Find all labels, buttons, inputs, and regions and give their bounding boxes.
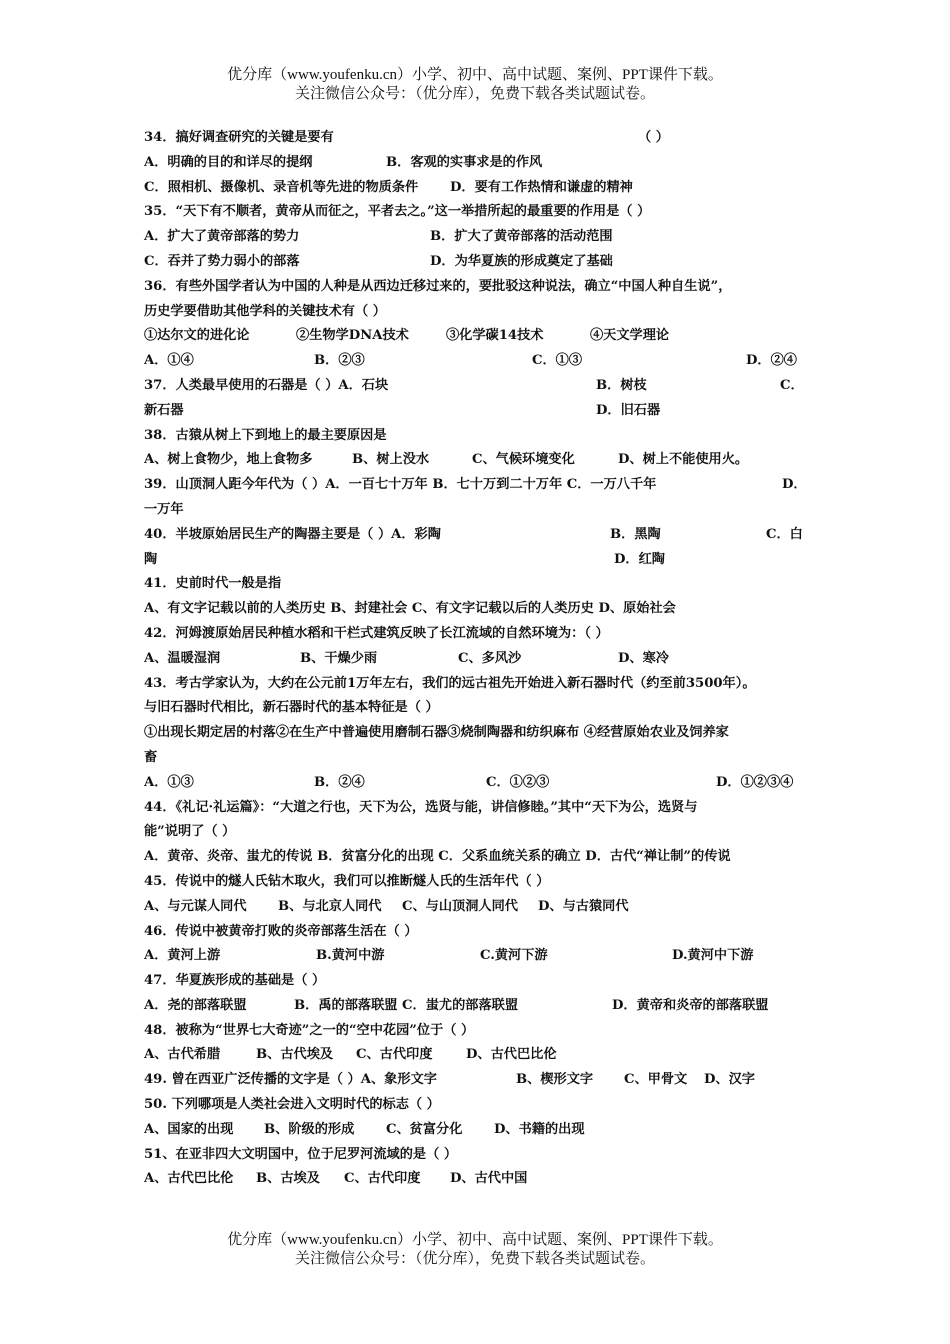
line-text: B、干燥少雨 <box>300 650 378 666</box>
line-text: C、甲骨文 <box>624 1072 688 1088</box>
line-text: ①出现长期定居的村落②在生产中普遍使用磨制石器③烧制陶器和纺织麻布 ④经营原始农业及饲养家 <box>144 725 729 741</box>
line-text: C、多风沙 <box>458 650 522 666</box>
line-text: B、古代埃及 <box>256 1047 334 1063</box>
question-line <box>144 374 809 399</box>
line-text: C、古代印度 <box>344 1171 421 1187</box>
line-text: A、与元谋人同代 <box>144 898 247 914</box>
line-text: 35．“天下有不顺者，黄帝从而征之，平者去之。”这一举措所起的最重要的作用是（ ） <box>144 204 651 220</box>
question-line <box>144 275 809 300</box>
question-line <box>144 1118 809 1143</box>
question-line <box>144 796 809 821</box>
line-text: D、书籍的出现 <box>494 1121 585 1137</box>
question-line <box>144 1143 809 1168</box>
line-text: D．要有工作热情和谦虚的精神 <box>450 179 633 195</box>
line-text: ②生物学DNA技术 <box>296 328 409 344</box>
line-text: B．黑陶 <box>610 526 661 542</box>
line-text: B、树上没水 <box>352 452 430 468</box>
line-text: D、寒冷 <box>618 650 669 666</box>
line-text: 48．被称为“世界七大奇迹”之一的“空中花园”位于（ ） <box>144 1022 475 1038</box>
line-text: 51、在亚非四大文明国中，位于尼罗河流域的是（ ） <box>144 1146 458 1162</box>
question-line <box>144 672 809 697</box>
line-text: A．黄河上游 <box>144 948 221 964</box>
question-line <box>144 721 809 746</box>
line-text: B．树枝 <box>596 377 647 393</box>
line-text: A．尧的部落联盟 <box>144 997 247 1013</box>
line-text: B.黄河中游 <box>316 948 385 964</box>
question-line <box>144 994 809 1019</box>
question-line <box>144 1043 809 1068</box>
line-text: 能”说明了（ ） <box>144 824 236 840</box>
question-line <box>144 1068 809 1093</box>
line-text: 畜 <box>144 749 158 765</box>
question-line <box>144 448 809 473</box>
line-text: C．白 <box>766 526 803 542</box>
line-text: B、楔形文字 <box>516 1072 594 1088</box>
line-text: D．为华夏族的形成奠定了基础 <box>430 253 613 269</box>
line-text: 47．华夏族形成的基础是（ ） <box>144 973 326 989</box>
line-text: ③化学碳14技术 <box>446 328 544 344</box>
page-footer <box>0 1231 950 1269</box>
question-line <box>144 597 809 622</box>
question-line <box>144 771 809 796</box>
question-line <box>144 696 809 721</box>
question-line <box>144 622 809 647</box>
header-line-2: 关注微信公众号：（优分库），免费下载各类试题试卷。 <box>294 86 655 102</box>
line-text: 历史学要借助其他学科的关键技术有（ ） <box>144 303 386 319</box>
line-text: 43．考古学家认为，大约在公元前1万年左右，我们的远古祖先开始进入新石器时代（约至前3500年）。 <box>144 675 756 691</box>
line-text: C.黄河下游 <box>480 948 548 964</box>
line-text: C、古代印度 <box>356 1047 433 1063</box>
line-text: D.黄河中下游 <box>672 948 754 964</box>
line-text: ④天文学理论 <box>590 328 670 344</box>
line-text: D、古代巴比伦 <box>466 1047 557 1063</box>
line-text: ①达尔文的进化论 <box>144 328 250 344</box>
line-text: 44．《礼记·礼运篇》：“大道之行也，天下为公，选贤与能，讲信修睦。”其中“天下为公，选贤与 <box>144 799 698 815</box>
line-text: C．①②③ <box>486 774 550 790</box>
line-text: B．扩大了黄帝部落的活动范围 <box>430 229 613 245</box>
question-line <box>144 399 809 424</box>
line-text: A．明确的目的和详尽的提纲 <box>144 154 313 170</box>
question-line <box>144 126 809 151</box>
question-line <box>144 225 809 250</box>
line-text: A．扩大了黄帝部落的势力 <box>144 229 300 245</box>
question-line <box>144 200 809 225</box>
line-text: A．①④ <box>144 353 194 369</box>
question-line <box>144 944 809 969</box>
line-text: 38．古猿从树上下到地上的最主要原因是 <box>144 427 387 443</box>
line-text: C、气候环境变化 <box>472 452 575 468</box>
question-line <box>144 969 809 994</box>
question-line <box>144 895 809 920</box>
question-line <box>144 473 809 498</box>
question-line <box>144 1093 809 1118</box>
question-line <box>144 324 809 349</box>
line-text: D．旧石器 <box>596 402 661 418</box>
line-text: D．红陶 <box>614 551 665 567</box>
line-text: （ ） <box>638 130 669 145</box>
line-text: C、与山顶洞人同代 <box>402 898 518 914</box>
question-line <box>144 349 809 374</box>
line-text: D．②④ <box>746 353 797 369</box>
line-text: B、阶级的形成 <box>264 1121 355 1137</box>
line-text: A、有文字记载以前的人类历史 B、封建社会 C、有文字记载以后的人类历史 D、原始社会 <box>144 601 676 617</box>
question-line <box>144 572 809 597</box>
line-text: C．照相机、摄像机、录音机等先进的物质条件 <box>144 179 419 195</box>
question-line <box>144 746 809 771</box>
line-text: A、古代巴比伦 <box>144 1171 234 1187</box>
page-header <box>0 66 950 104</box>
question-line <box>144 845 809 870</box>
question-line <box>144 1167 809 1192</box>
line-text: A、树上食物少，地上食物多 <box>144 452 313 468</box>
line-text: C．①③ <box>532 353 583 369</box>
question-line <box>144 498 809 523</box>
line-text: D、树上不能使用火。 <box>618 452 749 468</box>
question-line <box>144 424 809 449</box>
line-text: 一万年 <box>144 501 184 517</box>
line-text: D、汉字 <box>704 1072 755 1088</box>
line-text: A、古代希腊 <box>144 1047 221 1063</box>
line-text: C． <box>780 377 804 393</box>
line-text: B．禹的部落联盟 C．蚩尤的部落联盟 <box>294 997 519 1013</box>
question-line <box>144 920 809 945</box>
line-text: B．②④ <box>314 774 365 790</box>
line-text: 41．史前时代一般是指 <box>144 576 282 592</box>
question-line <box>144 523 809 548</box>
footer-line-1: 优分库（www.youfenku.cn）小学、初中、高中试题、案例、PPT课件下载。 <box>227 1232 723 1248</box>
line-text: 与旧石器时代相比，新石器时代的基本特征是（ ） <box>144 700 439 716</box>
line-text: B、古埃及 <box>256 1171 320 1187</box>
question-line <box>144 820 809 845</box>
question-line <box>144 647 809 672</box>
line-text: 40．半坡原始居民生产的陶器主要是（ ）A．彩陶 <box>144 526 441 542</box>
question-line <box>144 176 809 201</box>
question-line <box>144 870 809 895</box>
line-text: C．吞并了势力弱小的部落 <box>144 253 300 269</box>
line-text: 新石器 <box>144 402 184 418</box>
line-text: D、古代中国 <box>450 1171 528 1187</box>
question-line <box>144 1019 809 1044</box>
line-text: A、温暖湿润 <box>144 650 221 666</box>
line-text: C、贫富分化 <box>386 1121 463 1137</box>
line-text: 46．传说中被黄帝打败的炎帝部落生活在（ ） <box>144 923 418 939</box>
line-text: A．黄帝、炎帝、蚩尤的传说 B．贫富分化的出现 C．父系血统关系的确立 D．古代“禅让制”的传说 <box>144 849 731 865</box>
line-text: 42．河姆渡原始居民种植水稻和干栏式建筑反映了长江流域的自然环境为：（ ） <box>144 625 609 641</box>
line-text: B、与北京人同代 <box>278 898 382 914</box>
line-text: 49. 曾在西亚广泛传播的文字是（ ）A、象形文字 <box>144 1072 437 1088</box>
line-text: 陶 <box>144 551 158 567</box>
line-text: 36．有些外国学者认为中国的人种是从西边迁移过来的，要批驳这种说法，确立“中国人种自生说”， <box>144 278 732 294</box>
line-text: 45．传说中的燧人氏钻木取火，我们可以推断燧人氏的生活年代（ ） <box>144 873 550 889</box>
line-text: B．②③ <box>314 353 365 369</box>
line-text: B．客观的实事求是的作风 <box>386 154 543 170</box>
line-text: D． <box>782 477 807 493</box>
line-text: A、国家的出现 <box>144 1121 234 1137</box>
question-line <box>144 300 809 325</box>
line-text: D．①②③④ <box>716 774 794 790</box>
line-text: 50. 下列哪项是人类社会进入文明时代的标志（ ） <box>144 1097 440 1113</box>
question-line <box>144 151 809 176</box>
footer-line-2: 关注微信公众号：（优分库），免费下载各类试题试卷。 <box>294 1251 655 1267</box>
line-text: 39．山顶洞人距今年代为（ ）A．一百七十万年 B．七十万到二十万年 C．一万八千年 <box>144 477 657 493</box>
line-text: D．黄帝和炎帝的部落联盟 <box>612 997 769 1013</box>
line-text: 34．搞好调查研究的关键是要有 <box>144 130 334 145</box>
question-line <box>144 548 809 573</box>
line-text: D、与古猿同代 <box>538 898 629 914</box>
question-body <box>144 126 809 1192</box>
line-text: 37．人类最早使用的石器是（ ）A．石块 <box>144 377 389 393</box>
question-line <box>144 250 809 275</box>
line-text: A．①③ <box>144 774 194 790</box>
header-line-1: 优分库（www.youfenku.cn）小学、初中、高中试题、案例、PPT课件下载。 <box>227 67 723 83</box>
